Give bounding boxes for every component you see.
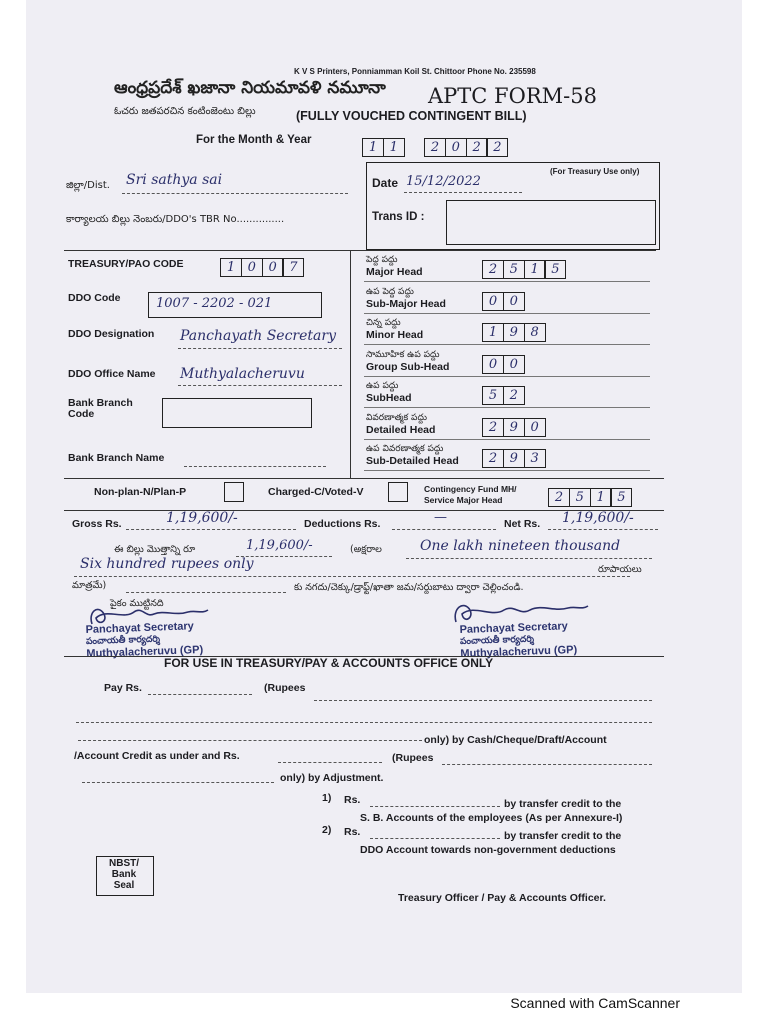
camscanner-watermark: Scanned with CamScanner	[510, 995, 680, 1011]
head-telugu-label: చిన్న పద్దు	[366, 318, 401, 328]
treasury-code-digit: 7	[282, 258, 304, 277]
left-stamp-line1: Panchayat Secretary	[85, 620, 194, 637]
printer-line: K V S Printers, Ponniamman Koil St. Chittoor Phone No. 235598	[294, 67, 536, 76]
head-label: SubHead	[366, 392, 412, 404]
head-digit: 1	[482, 323, 504, 342]
rupees2-label: (Rupees	[392, 752, 434, 764]
right-stamp-line1: Panchayat Secretary	[459, 620, 568, 637]
contingency-label: Contingency Fund MH/	[424, 484, 517, 494]
form-paper	[26, 0, 742, 993]
bank-branch-code-label: Bank Branch Code	[68, 397, 133, 420]
head-label: Minor Head	[366, 329, 424, 341]
amount-in-figures[interactable]: 1,19,600/-	[246, 538, 313, 553]
nonplan-checkbox[interactable]	[224, 482, 244, 502]
trans-id-field[interactable]	[446, 200, 656, 245]
head-digit: 0	[482, 355, 504, 374]
head-digit: 9	[503, 418, 525, 437]
head-digit-boxes[interactable]	[482, 418, 544, 437]
head-digit-boxes[interactable]	[482, 260, 565, 279]
head-digit: 5	[482, 386, 504, 405]
year-digit: 2	[424, 138, 446, 157]
date-label: Date	[372, 176, 399, 190]
deductions-value[interactable]: —	[434, 510, 447, 525]
month-boxes[interactable]	[362, 138, 404, 157]
head-digit: 0	[503, 292, 525, 311]
year-digit: 2	[466, 138, 488, 157]
ddo-office-label: DDO Office Name	[68, 368, 156, 380]
pay-label: Pay Rs.	[104, 682, 142, 694]
item2-number: 2)	[322, 824, 332, 836]
right-stamp-line2: పంచాయతీ కార్యదర్శి	[459, 634, 535, 648]
trans-id-label: Trans ID :	[372, 211, 425, 223]
received-label: పైకం ముట్టినది	[110, 598, 164, 609]
head-label: Sub-Major Head	[366, 298, 446, 310]
year-digit: 2	[486, 138, 508, 157]
ddo-designation-label: DDO Designation	[68, 328, 155, 340]
item2-rs: Rs.	[344, 826, 361, 838]
head-digit-boxes[interactable]	[482, 355, 524, 374]
left-stamp-line3: Muthyalacheruvu (GP)	[86, 643, 204, 661]
telugu-subtitle: ఓచరు జతపరచిన కంటింజెంటు బిల్లు	[114, 106, 256, 117]
left-stamp	[85, 620, 203, 660]
amount-words-line1[interactable]: One lakh nineteen thousand	[420, 538, 621, 554]
treasury-section-heading: FOR USE IN TREASURY/PAY & ACCOUNTS OFFICE ONLY	[164, 656, 494, 670]
head-digit: 8	[524, 323, 546, 342]
head-telugu-label: ఉప పెద్ద పద్దు	[366, 287, 414, 297]
service-digit: 5	[569, 488, 591, 507]
head-digit: 9	[503, 449, 525, 468]
item2-text2: DDO Account towards non-government deductions	[360, 844, 616, 856]
rupayalu-label: రూపాయలు	[598, 564, 642, 575]
year-digit: 0	[445, 138, 467, 157]
seal-line1: NBST/	[109, 858, 139, 869]
tbr-label: కార్యాలయ బిల్లు నెంబరు/DDO's TBR No...............	[66, 214, 285, 225]
head-digit-boxes[interactable]	[482, 386, 524, 405]
item1-number: 1)	[322, 792, 332, 804]
form-title: APTC FORM-58	[428, 84, 597, 108]
head-telugu-label: ఉప వివరణాత్మక పద్దు	[366, 444, 444, 454]
head-digit: 1	[524, 260, 546, 279]
ddo-office-value[interactable]: Muthyalacheruvu	[180, 366, 305, 382]
service-digit: 1	[590, 488, 612, 507]
head-digit-boxes[interactable]	[482, 292, 524, 311]
bank-branch-name-label: Bank Branch Name	[68, 452, 165, 464]
head-digit: 0	[524, 418, 546, 437]
mathrame-label: మాత్రమే)	[72, 580, 107, 591]
head-label: Group Sub-Head	[366, 361, 450, 373]
head-digit-boxes[interactable]	[482, 449, 544, 468]
scanner-footer	[0, 993, 768, 1024]
month-year-label: For the Month & Year	[196, 134, 312, 146]
item2-text1: by transfer credit to the	[504, 830, 622, 842]
rupees-label: (Rupees	[264, 682, 306, 694]
head-digit: 3	[524, 449, 546, 468]
seal-line3: Seal	[113, 880, 135, 891]
head-digit: 5	[503, 260, 525, 279]
ddo-code-value: 1007 - 2202 - 021	[156, 296, 273, 311]
head-telugu-label: సామూహిక ఉప పద్దు	[366, 350, 440, 360]
treasury-code-label: TREASURY/PAO CODE	[68, 258, 184, 270]
item1-rs: Rs.	[344, 794, 361, 806]
head-telugu-label: ఉప పద్దు	[366, 381, 399, 391]
net-value[interactable]: 1,19,600/-	[562, 510, 634, 526]
service-label: Service Major Head	[424, 495, 503, 505]
payment-mode-text: కు నగదు/చెక్కు/డ్రాఫ్ట్/ఖాతా జమ/సర్దుబాటు ద్వారా చెల్లించండి.	[294, 582, 524, 593]
net-label: Net Rs.	[504, 518, 541, 530]
treasury-code-digit: 0	[262, 258, 284, 277]
head-label: Major Head	[366, 266, 423, 278]
dist-value[interactable]: Sri sathya sai	[126, 172, 223, 188]
seal-line2: Bank	[111, 869, 137, 880]
ddo-designation-value[interactable]: Panchayath Secretary	[180, 328, 336, 344]
account-credit-label: /Account Credit as under and Rs.	[74, 750, 240, 762]
head-telugu-label: పెద్ద పద్దు	[366, 255, 398, 265]
head-telugu-label: వివరణాత్మక పద్దు	[366, 413, 427, 423]
date-value[interactable]: 15/12/2022	[406, 174, 481, 189]
item1-text1: by transfer credit to the	[504, 798, 622, 810]
treasury-officer-label: Treasury Officer / Pay & Accounts Officer.	[398, 892, 606, 904]
head-digit: 0	[482, 292, 504, 311]
head-digit: 2	[482, 260, 504, 279]
only-adjustment-text: only) by Adjustment.	[280, 772, 384, 784]
right-stamp	[459, 620, 577, 660]
head-digit: 2	[482, 449, 504, 468]
left-stamp-line2: పంచాయతీ కార్యదర్శి	[85, 634, 161, 648]
year-boxes[interactable]	[424, 138, 507, 157]
deductions-label: Deductions Rs.	[304, 518, 381, 530]
head-digit: 2	[503, 386, 525, 405]
month-digit: 1	[383, 138, 405, 157]
head-digit: 9	[503, 323, 525, 342]
gross-value[interactable]: 1,19,600/-	[166, 510, 238, 526]
head-label: Detailed Head	[366, 424, 436, 436]
head-digit-boxes[interactable]	[482, 323, 544, 342]
treasury-code-boxes[interactable]	[220, 258, 303, 277]
service-digit: 2	[548, 488, 570, 507]
amount-words-line2[interactable]: Six hundred rupees only	[80, 556, 254, 572]
telugu-title: ఆంధ్రప్రదేశ్ ఖజానా నియమావళి నమూనా	[114, 78, 386, 98]
month-digit: 1	[362, 138, 384, 157]
item1-text2: S. B. Accounts of the employees (As per Annexure-I)	[360, 812, 623, 824]
service-digit: 5	[610, 488, 632, 507]
akshara-label: (అక్షరాల	[350, 544, 382, 555]
form-subtitle: (FULLY VOUCHED CONTINGENT BILL)	[296, 109, 527, 123]
treasury-code-digit: 0	[241, 258, 263, 277]
gross-label: Gross Rs.	[72, 518, 122, 530]
head-digit: 0	[503, 355, 525, 374]
nonplan-label: Non-plan-N/Plan-P	[94, 486, 187, 498]
head-digit: 5	[544, 260, 566, 279]
ddo-code-label: DDO Code	[68, 292, 121, 304]
treasury-use-label: (For Treasury Use only)	[550, 167, 640, 176]
only-cash-text: only) by Cash/Cheque/Draft/Account	[424, 734, 607, 746]
charged-label: Charged-C/Voted-V	[268, 486, 364, 498]
right-stamp-line3: Muthyalacheruvu (GP)	[460, 643, 578, 661]
charged-checkbox[interactable]	[388, 482, 408, 502]
service-head-boxes[interactable]	[548, 488, 631, 507]
head-label: Sub-Detailed Head	[366, 455, 459, 467]
head-digit: 2	[482, 418, 504, 437]
dist-label: జిల్లా/Dist.	[66, 180, 110, 191]
telugu-bill-amount: ఈ బిల్లు మొత్తాన్ని రూ	[114, 544, 196, 555]
treasury-code-digit: 1	[220, 258, 242, 277]
bank-branch-code-field[interactable]	[162, 398, 312, 428]
